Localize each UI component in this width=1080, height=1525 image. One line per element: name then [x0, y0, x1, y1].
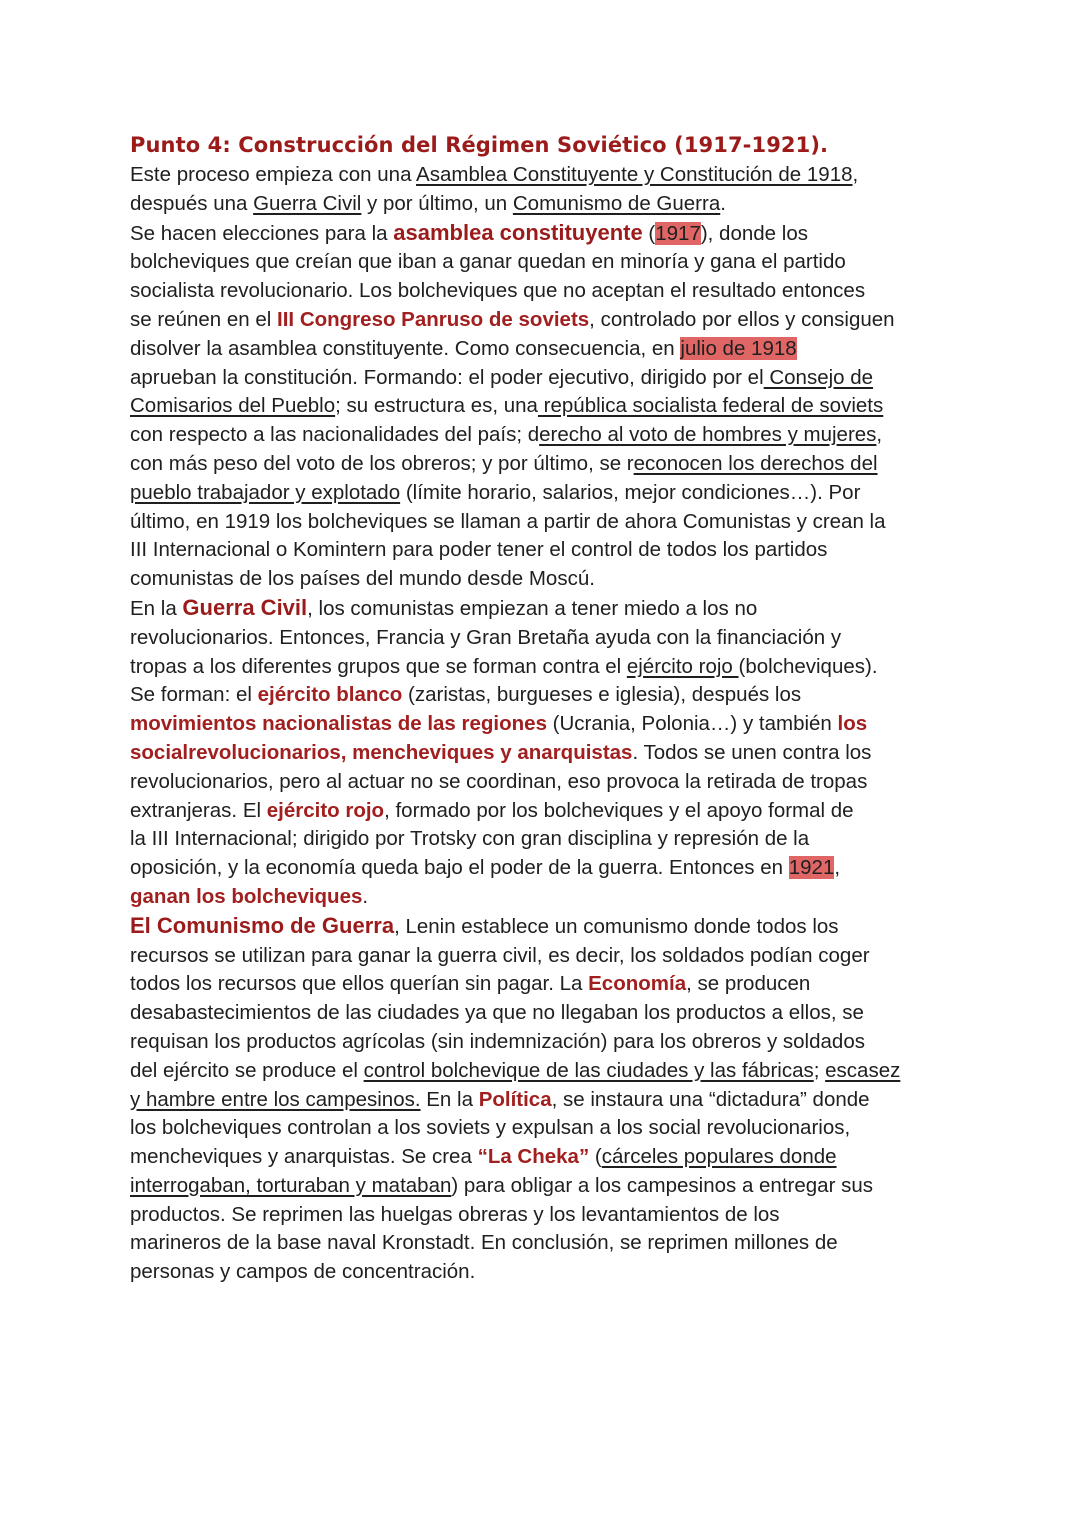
plain-text: Como consecuencia, en: [449, 336, 681, 360]
plain-text: revolucionarios, pero al actuar: [130, 769, 411, 793]
plain-text: después una: [130, 191, 254, 215]
heading-inline-text: asamblea constituyente: [393, 219, 643, 245]
underlined-text: econocen los derechos del: [633, 451, 878, 475]
emphasis-text: los: [837, 712, 868, 736]
highlighted-text: 1917: [655, 221, 701, 245]
text-line: [130, 1143, 960, 1172]
text-line: [130, 508, 960, 537]
bold-text: levantamientos de los: [581, 1202, 780, 1226]
text-line: [130, 854, 960, 883]
text-line: [130, 248, 960, 277]
bold-text: tropas: [130, 654, 187, 678]
plain-text: ,: [834, 856, 841, 880]
text-line: [130, 681, 960, 710]
emphasis-text: movimientos nacionalistas de las regiones: [130, 712, 547, 736]
bold-text: bolcheviques controlan a los soviets: [161, 1116, 491, 1140]
plain-text: , formado por los: [384, 798, 544, 822]
bold-text: Francia y Gran Bretaña ayuda con la financiación y: [376, 625, 842, 649]
text-line: [130, 1057, 960, 1086]
text-line: [130, 479, 960, 508]
text-line: [130, 392, 960, 421]
document-page: [130, 129, 960, 1287]
plain-text: del ejército se produce el: [130, 1058, 364, 1082]
bold-text: bolcheviques y el apoyo formal de: [543, 798, 854, 822]
bold-text: todos los: [756, 914, 839, 938]
plain-text: y expulsan a los social revolucionarios,: [490, 1116, 851, 1140]
plain-text: (sin indemnización) para los obreros y soldados: [425, 1029, 865, 1053]
plain-text: Este proceso empieza con una: [130, 163, 417, 186]
plain-text: oposición, y la economía queda bajo el poder de la guerra. Entonces en: [130, 856, 789, 880]
text-line: [130, 797, 960, 826]
plain-text: , se producen: [686, 972, 811, 996]
plain-text: , controlado por ellos y consiguen: [589, 307, 895, 331]
text-line: [130, 450, 960, 479]
heading-inline-text: Guerra Civil: [182, 594, 308, 620]
underlined-text: cárceles populares donde: [601, 1145, 837, 1169]
underlined-text: Comisarios del Pueblo: [130, 394, 336, 418]
plain-text: a los diferentes grupos que se forman contra el: [186, 654, 627, 678]
plain-text: . Los bolcheviques que no aceptan el resultado entonces: [347, 279, 866, 303]
plain-text: (límite horario, salarios, mejor condiciones…). Por: [400, 480, 861, 504]
plain-text: con más peso del voto de los obreros; y por último, se r: [130, 451, 634, 475]
underlined-text: escasez: [825, 1058, 901, 1082]
plain-text: ,: [876, 423, 883, 447]
plain-text: , los comunistas empiezan a tener miedo a los no: [307, 596, 758, 620]
text-line: [130, 970, 960, 999]
plain-text: . Formando: el: [352, 365, 491, 389]
plain-text: con respecto a las nacionalidades del país; d: [130, 423, 540, 447]
plain-text: ) para obligar a los campesinos a entregar sus: [451, 1173, 873, 1197]
bold-text: ana el partido: [721, 250, 846, 274]
text-line: [130, 565, 960, 594]
text-line: [130, 883, 960, 912]
text-line: [130, 999, 960, 1028]
bold-text: poder ejecutivo: [490, 365, 630, 389]
plain-text: , se instaura una “dictadura” donde: [551, 1087, 870, 1111]
plain-text: personas y campos de concentración.: [130, 1260, 476, 1284]
highlighted-text: julio de 1918: [680, 336, 797, 360]
emphasis-text: Política: [478, 1087, 552, 1111]
section-title: Punto 4: Construcción del Régimen Soviético (1917-1921).: [130, 133, 829, 157]
text-line: [130, 364, 960, 393]
plain-text: ), donde los: [700, 221, 808, 245]
underlined-text: erecho al voto de hombres y mujeres: [539, 423, 877, 447]
bold-text: ganar la guerra civil: [357, 943, 537, 967]
emphasis-text: ganan los bolcheviques: [130, 884, 363, 908]
bold-text: estructura: [373, 394, 466, 418]
bold-text: marineros de la base naval Kronstadt: [130, 1231, 470, 1255]
plain-text: que creían que iban a ganar quedan: [249, 250, 592, 274]
plain-text: .: [362, 884, 369, 908]
bold-text: socialista revolucionario: [130, 279, 348, 303]
plain-text: todos los recursos que ellos querían sin pagar. La: [130, 972, 589, 996]
emphasis-text: ejército blanco: [257, 683, 403, 707]
bold-text: eprimen las huelgas obreras: [269, 1202, 528, 1226]
plain-text: ; su: [335, 394, 374, 418]
plain-text: ; dirigido por Trotsky con gran disciplina y represión de la: [291, 827, 810, 851]
bold-text: extranjeras: [130, 798, 232, 822]
bold-text: retirada de tropas: [706, 769, 868, 793]
text-line: [130, 1229, 960, 1258]
plain-text: productos. Se r: [130, 1202, 270, 1226]
underlined-text: Comunismo de Guerra: [512, 191, 721, 215]
plain-text: En la: [130, 596, 183, 620]
text-line: [130, 1086, 960, 1115]
plain-text: En la: [420, 1087, 479, 1111]
text-line: [130, 536, 960, 565]
text-line: [130, 624, 960, 653]
plain-text: y g: [688, 250, 722, 274]
plain-text: último, en 1919 los bolcheviques se llaman a partir de ahora Comunistas y crean la: [130, 509, 886, 533]
text-line: [130, 219, 960, 249]
document-body: [130, 161, 960, 1287]
text-line: [130, 825, 960, 854]
plain-text: , eso provoca la: [556, 769, 707, 793]
plain-text: y por último, un: [361, 191, 513, 215]
bold-text: en minoría: [591, 250, 689, 274]
plain-text: comunistas de los países del mundo desde Moscú.: [130, 567, 595, 591]
plain-text: y los: [527, 1202, 582, 1226]
underlined-text: interrogaban, torturaban y mataban: [130, 1173, 452, 1197]
plain-text: (bolcheviques).: [738, 654, 878, 678]
plain-text: , dirigido por el: [629, 365, 764, 389]
text-line: [130, 594, 960, 624]
text-line: [130, 190, 960, 219]
underlined-text: y hambre entre los campesinos.: [130, 1087, 421, 1111]
underlined-text: Asamblea Constituyente y Constitución de 1918: [416, 163, 853, 186]
plain-text: III Internacional o Komintern para poder tener el control de todos los partidos: [130, 538, 828, 562]
plain-text: aprueban la: [130, 365, 244, 389]
underlined-text: república socialista federal de soviets: [537, 394, 884, 418]
bold-text: desabastecimientos de las ciudades: [130, 1001, 460, 1025]
text-line: [130, 161, 960, 190]
text-line: [130, 306, 960, 335]
underlined-text: pueblo trabajador y explotado: [130, 480, 401, 504]
plain-text: Se forman: el: [130, 683, 258, 707]
plain-text: , Lenin establece un comunismo donde: [394, 914, 757, 938]
text-line: [130, 421, 960, 450]
plain-text: . En conclusión, se reprimen millones de: [469, 1231, 838, 1255]
bold-text: no se coordinan: [410, 769, 557, 793]
plain-text: ;: [813, 1058, 826, 1082]
bold-text: constitución: [243, 365, 353, 389]
bold-text: la III Internacional: [130, 827, 292, 851]
bold-text: requisan los productos agrícolas: [130, 1029, 426, 1053]
text-line: [130, 1201, 960, 1230]
underlined-text: ejército rojo: [626, 654, 739, 678]
underlined-text: control bolchevique de las ciudades y las fábricas: [363, 1058, 814, 1082]
underlined-text: Consejo de: [763, 365, 874, 389]
text-line: [130, 653, 960, 682]
plain-text: ya que no llegaban los productos a ellos, se: [459, 1001, 864, 1025]
text-line: [130, 1114, 960, 1143]
text-line: [130, 768, 960, 797]
plain-text: revolucionarios. Entonces,: [130, 625, 377, 649]
plain-text: .: [720, 191, 726, 215]
plain-text: se reúnen en el: [130, 307, 278, 331]
emphasis-text: ejército rojo: [266, 798, 385, 822]
text-line: [130, 335, 960, 364]
plain-text: (: [589, 1145, 602, 1169]
text-line: [130, 277, 960, 306]
plain-text: ,: [852, 163, 859, 186]
bold-text: recursos: [130, 943, 209, 967]
text-line: [130, 942, 960, 971]
text-line: [130, 710, 960, 739]
emphasis-text: socialrevolucionarios, mencheviques y anarquistas: [130, 740, 633, 764]
plain-text: Se hacen elecciones para la: [130, 221, 394, 245]
underlined-text: Guerra Civil: [253, 191, 362, 215]
text-line: [130, 1258, 960, 1287]
plain-text: los: [130, 1116, 162, 1140]
text-line: [130, 1028, 960, 1057]
plain-text: , es decir, los soldados podían coger: [536, 943, 870, 967]
text-line: [130, 739, 960, 768]
plain-text: (Ucrania, Polonia…) y también: [546, 712, 838, 736]
plain-text: . Todos se unen contra los: [632, 740, 872, 764]
emphasis-text: Economía: [588, 972, 687, 996]
heading-inline-text: El Comunismo de Guerra: [130, 912, 395, 938]
text-line: [130, 1172, 960, 1201]
emphasis-text: III Congreso Panruso de soviets: [277, 307, 590, 331]
plain-text: (: [642, 221, 656, 245]
plain-text: es, una: [465, 394, 538, 418]
text-line: [130, 912, 960, 942]
plain-text: . El: [231, 798, 267, 822]
bold-text: disolver la asamblea constituyente.: [130, 336, 450, 360]
bold-text: bolcheviques: [130, 250, 250, 274]
highlighted-text: 1921: [788, 856, 835, 880]
plain-text: (zaristas, burgueses e iglesia), después los: [402, 683, 802, 707]
plain-text: se utilizan para: [208, 943, 358, 967]
emphasis-text: “La Cheka”: [477, 1145, 590, 1169]
plain-text: mencheviques y anarquistas. Se crea: [130, 1145, 478, 1169]
